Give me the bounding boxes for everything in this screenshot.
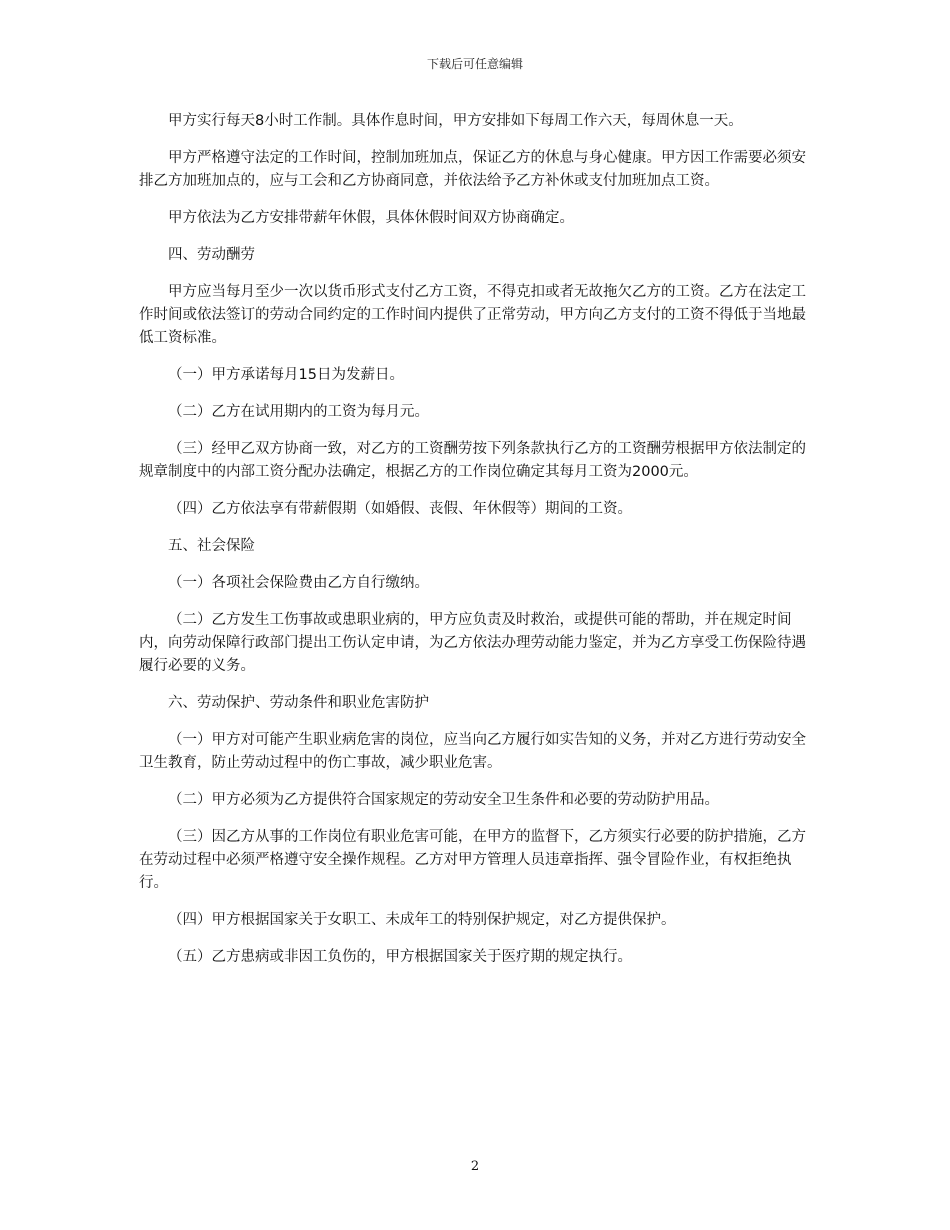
clause-safety-measures: （三）因乙方从事的工作岗位有职业危害可能，在甲方的监督下，乙方须实行必要的防护措施，乙方在劳动过程中必须严格遵守安全操作规程。乙方对甲方管理人员违章指挥、强令冒险作业，有权拒绝执行。 [139, 829, 806, 891]
page-number: 2 [470, 1159, 480, 1174]
clause-hazard-notice: （一）甲方对可能产生职业病危害的岗位，应当向乙方履行如实告知的义务，并对乙方进行劳动安全卫生教育，防止劳动过程中的伤亡事故，减少职业危害。 [139, 732, 806, 771]
section-heading-social-insurance: 五、社会保险 [168, 538, 255, 554]
document-body [139, 110, 811, 983]
clause-insurance-payment: （一）各项社会保险费由乙方自行缴纳。 [168, 575, 429, 591]
section-heading-labor-protection: 六、劳动保护、劳动条件和职业危害防护 [168, 695, 429, 711]
paragraph-wage-payment: 甲方应当每月至少一次以货币形式支付乙方工资，不得克扣或者无故拖欠乙方的工资。乙方在法定工作时间或依法签订的劳动合同约定的工作时间内提供了正常劳动，甲方向乙方支付的工资不得低于当地最低工资标准。 [139, 284, 806, 346]
section-heading-remuneration: 四、劳动酬劳 [168, 247, 255, 263]
clause-special-protection: （四）甲方根据国家关于女职工、未成年工的特别保护规定，对乙方提供保护。 [168, 912, 676, 928]
paragraph-annual-leave: 甲方依法为乙方安排带薪年休假，具体休假时间双方协商确定。 [168, 210, 574, 226]
clause-payday: （一）甲方承诺每月15日为发薪日。 [168, 367, 404, 383]
paragraph-work-hours: 甲方实行每天8小时工作制。具体作息时间，甲方安排如下每周工作六天，每周休息一天。 [168, 113, 743, 129]
clause-work-injury: （二）乙方发生工伤事故或患职业病的，甲方应负责及时救治，或提供可能的帮助，并在规定时间内，向劳动保障行政部门提出工伤认定申请，为乙方依法办理劳动能力鉴定，并为乙方享受工伤保险待遇履行必要的义务。 [139, 612, 806, 674]
clause-probation-wage: （二）乙方在试用期内的工资为每月元。 [168, 404, 429, 420]
paragraph-overtime: 甲方严格遵守法定的工作时间，控制加班加点，保证乙方的休息与身心健康。甲方因工作需要必须安排乙方加班加点的，应与工会和乙方协商同意，并依法给予乙方补休或支付加班加点工资。 [139, 150, 806, 189]
clause-monthly-wage: （三）经甲乙双方协商一致，对乙方的工资酬劳按下列条款执行乙方的工资酬劳根据甲方依法制定的规章制度中的内部工资分配办法确定，根据乙方的工作岗位确定其每月工资为2000元。 [139, 441, 806, 480]
clause-protective-equipment: （二）甲方必须为乙方提供符合国家规定的劳动安全卫生条件和必要的劳动防护用品。 [168, 792, 719, 808]
page-header: 下载后可任意编辑 [426, 57, 523, 71]
clause-medical-period: （五）乙方患病或非因工负伤的，甲方根据国家关于医疗期的规定执行。 [168, 949, 632, 965]
clause-paid-leave-wage: （四）乙方依法享有带薪假期（如婚假、丧假、年休假等）期间的工资。 [168, 501, 632, 517]
